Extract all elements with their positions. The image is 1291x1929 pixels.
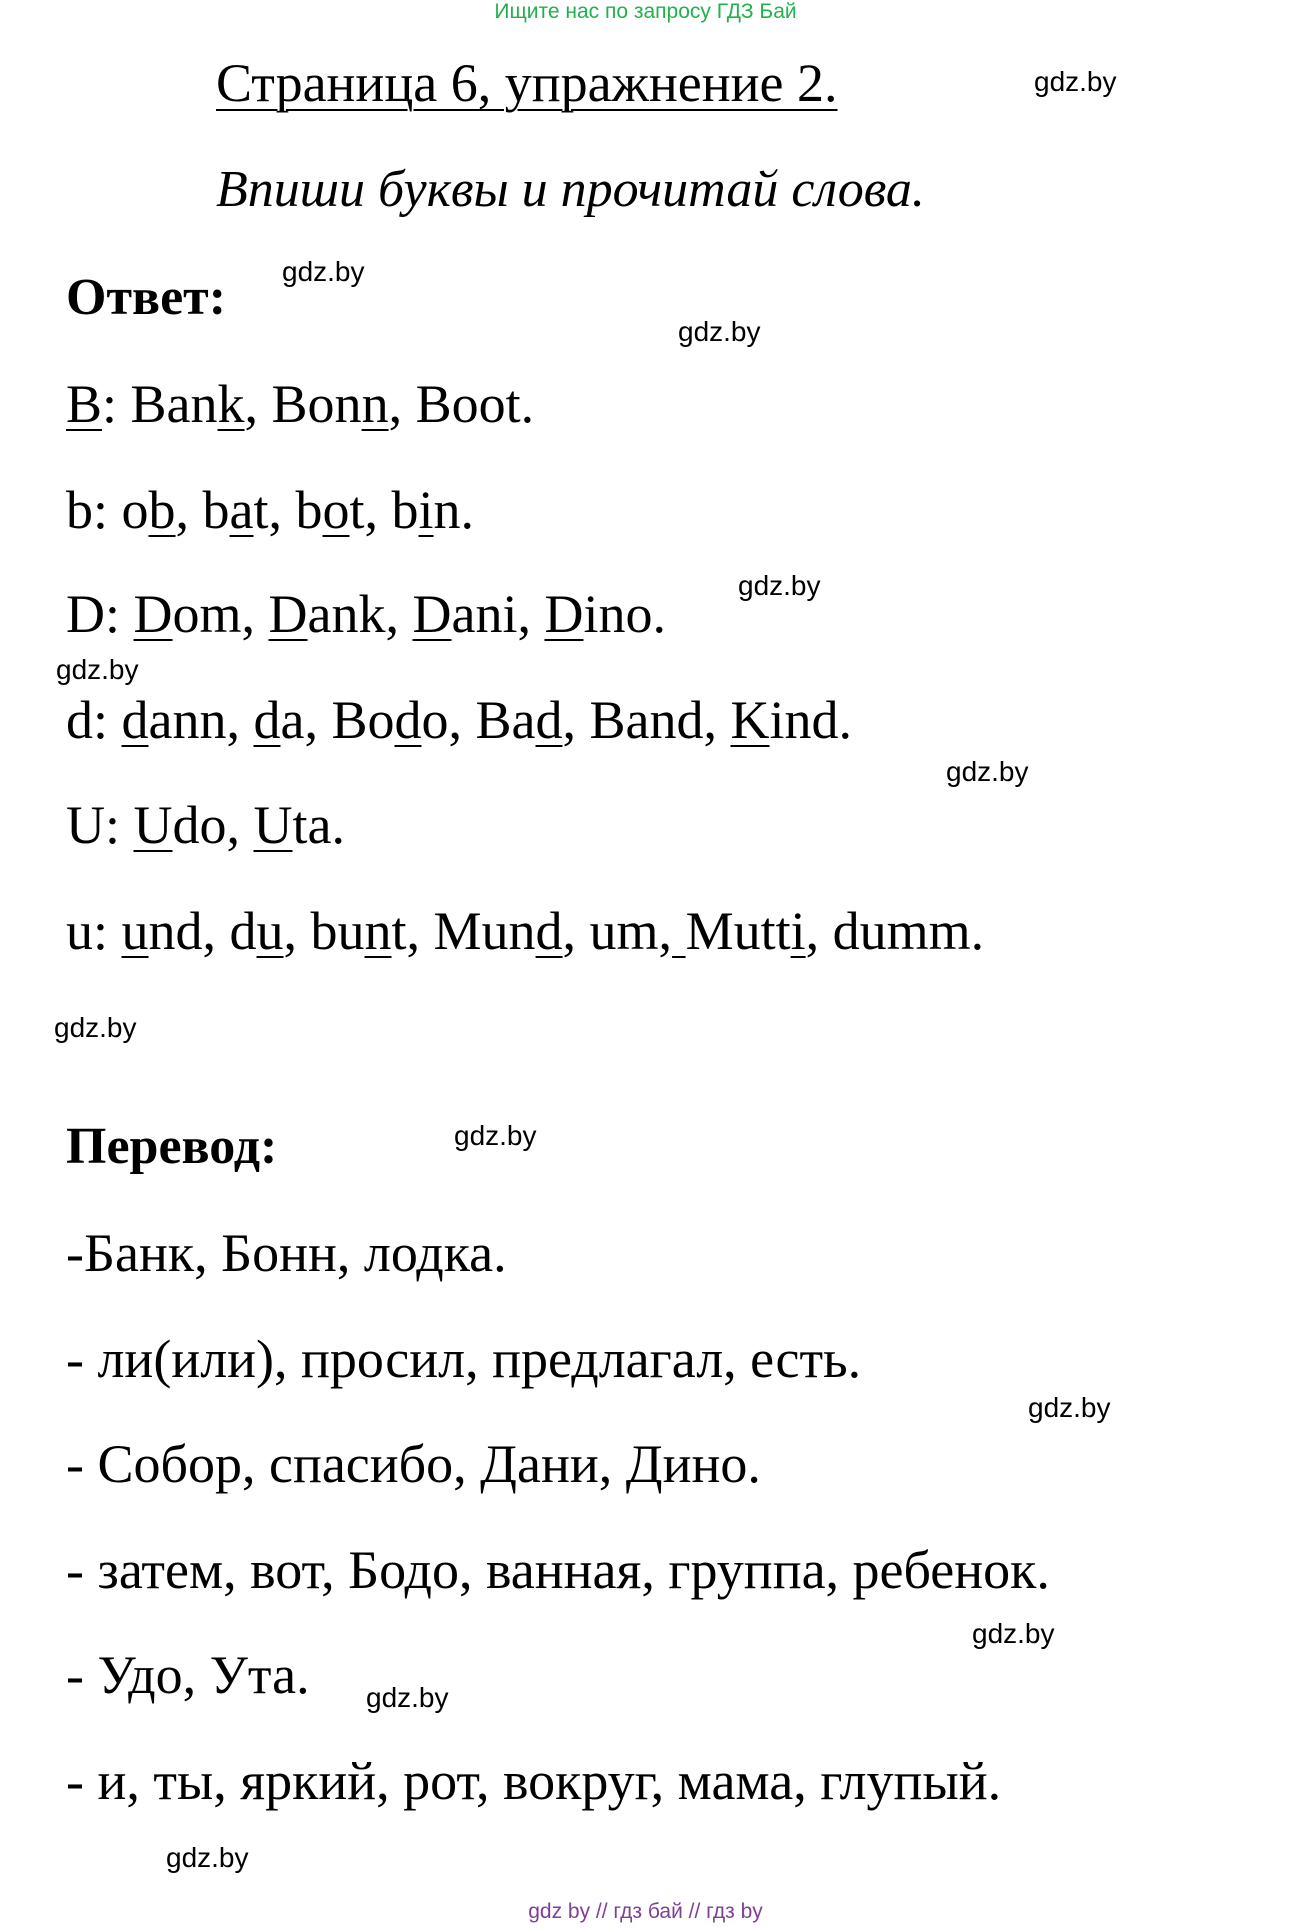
watermark: gdz.by	[738, 570, 821, 601]
inserted-letter: K	[730, 690, 770, 750]
translation-line: - Удо, Ута.	[66, 1645, 310, 1705]
inserted-letter: d	[394, 690, 422, 750]
inserted-letter: D	[544, 584, 584, 644]
inserted-letter: d	[535, 901, 563, 961]
translation-line: -Банк, Бонн, лодка.	[66, 1223, 507, 1283]
answer-line-D: D: Dom, Dank, Dani, Dino.	[66, 584, 666, 644]
inserted-letter: u	[121, 901, 149, 961]
watermark: gdz.by	[54, 1012, 137, 1043]
watermark: gdz.by	[282, 256, 365, 287]
answer-line-u: u: und, du, bunt, Mund, um, Mutti, dumm.	[66, 901, 985, 961]
inserted-letter: B	[66, 374, 103, 434]
inserted-letter	[672, 901, 686, 961]
answer-line-B: B: Bank, Bonn, Boot.	[66, 374, 535, 434]
inserted-letter: U	[253, 795, 293, 855]
inserted-letter: D	[268, 584, 308, 644]
answer-line-U: U: Udo, Uta.	[66, 795, 345, 855]
watermark: gdz.by	[972, 1618, 1055, 1649]
inserted-letter: D	[133, 584, 173, 644]
inserted-letter: i	[790, 901, 806, 961]
top-banner: Ищите нас по запросу ГДЗ Бай	[494, 0, 797, 23]
translation-line: - Собор, спасибо, Дани, Дино.	[66, 1434, 761, 1494]
answer-heading: Ответ:	[66, 269, 227, 326]
exercise-instruction: Впиши буквы и прочитай слова.	[216, 161, 925, 218]
inserted-letter: U	[133, 795, 173, 855]
inserted-letter: n	[364, 901, 392, 961]
watermark: gdz.by	[366, 1682, 449, 1713]
answer-line-d: d: dann, da, Bodo, Bad, Band, Kind.	[66, 690, 852, 750]
inserted-letter: a	[229, 480, 254, 540]
footer-links: gdz by // гдз бай // гдз by	[528, 1900, 763, 1923]
inserted-letter: o	[322, 480, 350, 540]
watermark: gdz.by	[166, 1842, 249, 1873]
inserted-letter: d	[253, 690, 281, 750]
inserted-letter: i	[418, 480, 434, 540]
inserted-letter: b	[148, 480, 176, 540]
page-title: Страница 6, упражнение 2.	[216, 53, 838, 113]
inserted-letter: k	[217, 374, 245, 434]
answer-line-b: b: ob, bat, bot, bin.	[66, 480, 475, 540]
watermark: gdz.by	[454, 1120, 537, 1151]
inserted-letter: n	[361, 374, 389, 434]
translation-line: - затем, вот, Бодо, ванная, группа, ребенок.	[66, 1540, 1050, 1600]
translation-line: - ли(или), просил, предлагал, есть.	[66, 1329, 862, 1389]
translation-heading: Перевод:	[66, 1118, 278, 1175]
watermark: gdz.by	[56, 654, 139, 685]
watermark: gdz.by	[1028, 1392, 1111, 1423]
translation-line: - и, ты, яркий, рот, вокруг, мама, глупый.	[66, 1751, 1002, 1811]
watermark: gdz.by	[946, 756, 1029, 787]
inserted-letter: d	[535, 690, 563, 750]
inserted-letter: D	[412, 584, 452, 644]
inserted-letter: d	[121, 690, 149, 750]
watermark: gdz.by	[678, 316, 761, 347]
watermark: gdz.by	[1034, 66, 1117, 97]
inserted-letter: u	[256, 901, 284, 961]
